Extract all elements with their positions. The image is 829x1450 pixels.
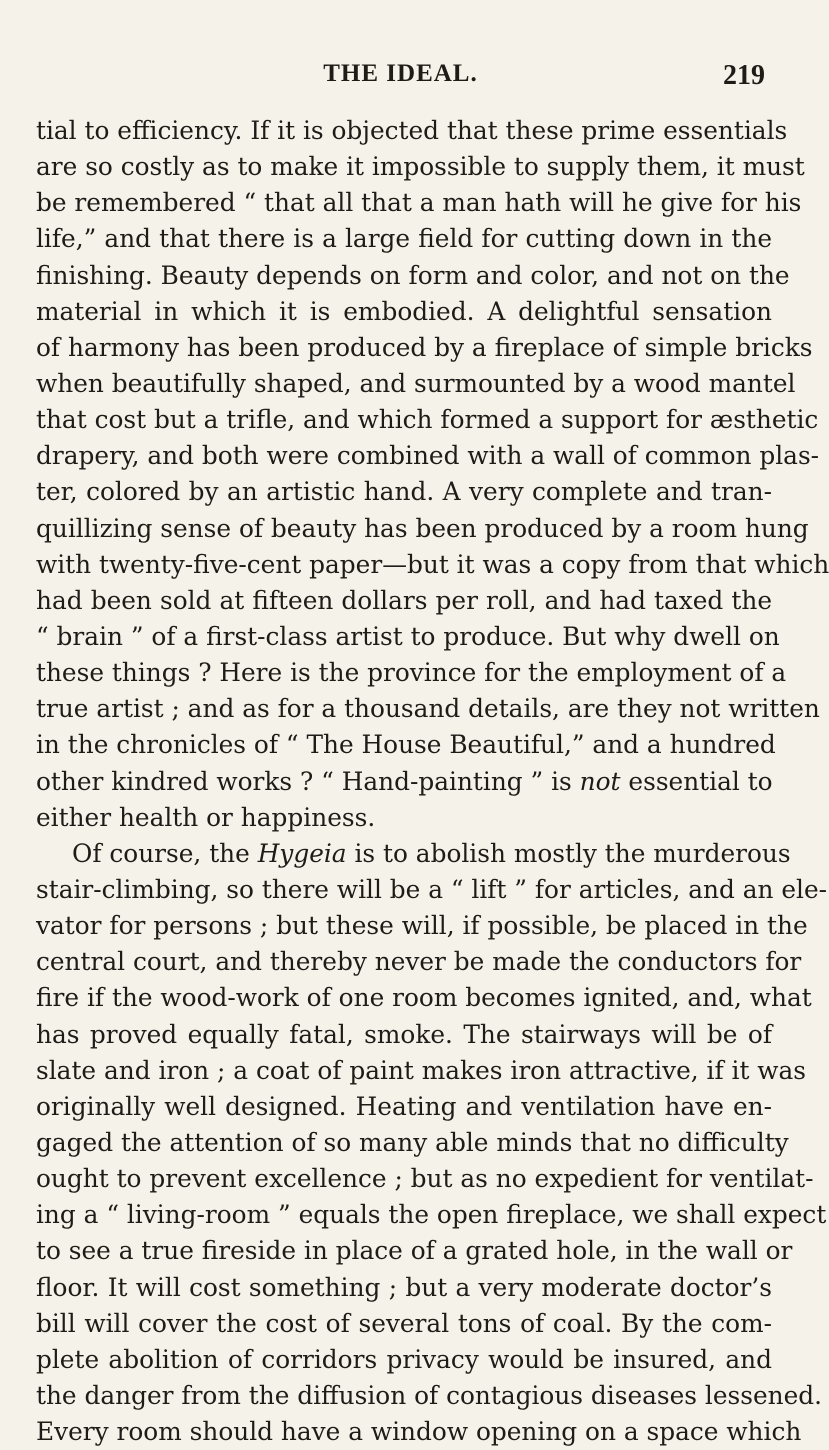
text-run: other kindred works ? “ Hand-painting ” is xyxy=(36,766,580,796)
text-line: “ brain ” of a first-class artist to produce. But why dwell on xyxy=(36,621,780,651)
text-line: that cost but a trifle, and which formed a support for æsthetic xyxy=(36,405,819,435)
text-line: floor. It will cost something ; but a very moderate doctor’s xyxy=(36,1272,772,1302)
text-line: true artist ; and as for a thousand details, are they not written xyxy=(36,694,820,724)
text-line: be remembered “ that all that a man hath will he give for his xyxy=(36,188,802,218)
paragraph-first-line xyxy=(36,836,791,872)
body-text xyxy=(36,113,829,1447)
text-line: life,” and that there is a large field for cutting down in the xyxy=(36,224,772,254)
text-line: vator for persons ; but these will, if possible, be placed in the xyxy=(36,911,808,941)
text-line: of harmony has been produced by a fireplace of simple bricks xyxy=(36,332,813,362)
text-line: the danger from the diffusion of contagious diseases lessened. xyxy=(36,1380,823,1410)
text-line: slate and iron ; a coat of paint makes iron attractive, if it was xyxy=(36,1055,807,1085)
text-line: ter, colored by an artistic hand. A very complete and tran- xyxy=(36,477,772,507)
running-head xyxy=(0,60,801,94)
text-line: originally well designed. Heating and ventilation have en- xyxy=(36,1091,772,1121)
text-line xyxy=(36,764,772,800)
text-line: plete abolition of corridors privacy would be insured, and xyxy=(36,1344,772,1374)
text-line: these things ? Here is the province for the employment of a xyxy=(36,658,787,688)
text-line: central court, and thereby never be made the conductors for xyxy=(36,947,802,977)
text-line: are so costly as to make it impossible to supply them, it must xyxy=(36,152,805,182)
text-run: essential to xyxy=(620,766,773,796)
text-run: is to abolish mostly the murderous xyxy=(346,838,791,868)
text-line: fire if the wood-work of one room becomes ignited, and, what xyxy=(36,983,812,1013)
text-line: quillizing sense of beauty has been produced by a room hung xyxy=(36,513,809,543)
text-line: had been sold at fifteen dollars per roll, and had taxed the xyxy=(36,585,772,615)
text-line: when beautifully shaped, and surmounted by a wood mantel xyxy=(36,368,796,398)
text-line: finishing. Beauty depends on form and color, and not on the xyxy=(36,260,790,290)
italic-word: not xyxy=(579,766,621,796)
text-line: ing a “ living-room ” equals the open fireplace, we shall expect xyxy=(36,1200,827,1230)
italic-word: Hygeia xyxy=(257,838,347,868)
text-line: tial to efficiency. If it is objected that these prime essentials xyxy=(36,116,788,145)
chapter-title: THE IDEAL. xyxy=(323,60,478,87)
text-run: Of course, the xyxy=(72,838,258,868)
text-line: material in which it is embodied. A delightful sensation xyxy=(36,296,772,326)
text-line: with twenty-five-cent paper—but it was a copy from that which xyxy=(36,549,829,579)
text-line: in the chronicles of “ The House Beautiful,” and a hundred xyxy=(36,730,776,760)
text-line: drapery, and both were combined with a wall of common plas- xyxy=(36,441,820,471)
text-line: has proved equally fatal, smoke. The stairways will be of xyxy=(36,1019,772,1049)
text-line: ought to prevent excellence ; but as no expedient for ventilat- xyxy=(36,1164,814,1194)
text-line: bill will cover the cost of several tons of coal. By the com- xyxy=(36,1308,772,1338)
page-number: 219 xyxy=(723,60,765,91)
text-line: to see a true fireside in place of a grated hole, in the wall or xyxy=(36,1236,793,1266)
text-line: gaged the attention of so many able minds that no difficulty xyxy=(36,1127,789,1157)
paragraph-last-line: either health or happiness. xyxy=(36,802,376,832)
text-line: Every room should have a window opening on a space which xyxy=(36,1417,802,1447)
text-line: stair-climbing, so there will be a “ lift ” for articles, and an ele- xyxy=(36,874,828,904)
